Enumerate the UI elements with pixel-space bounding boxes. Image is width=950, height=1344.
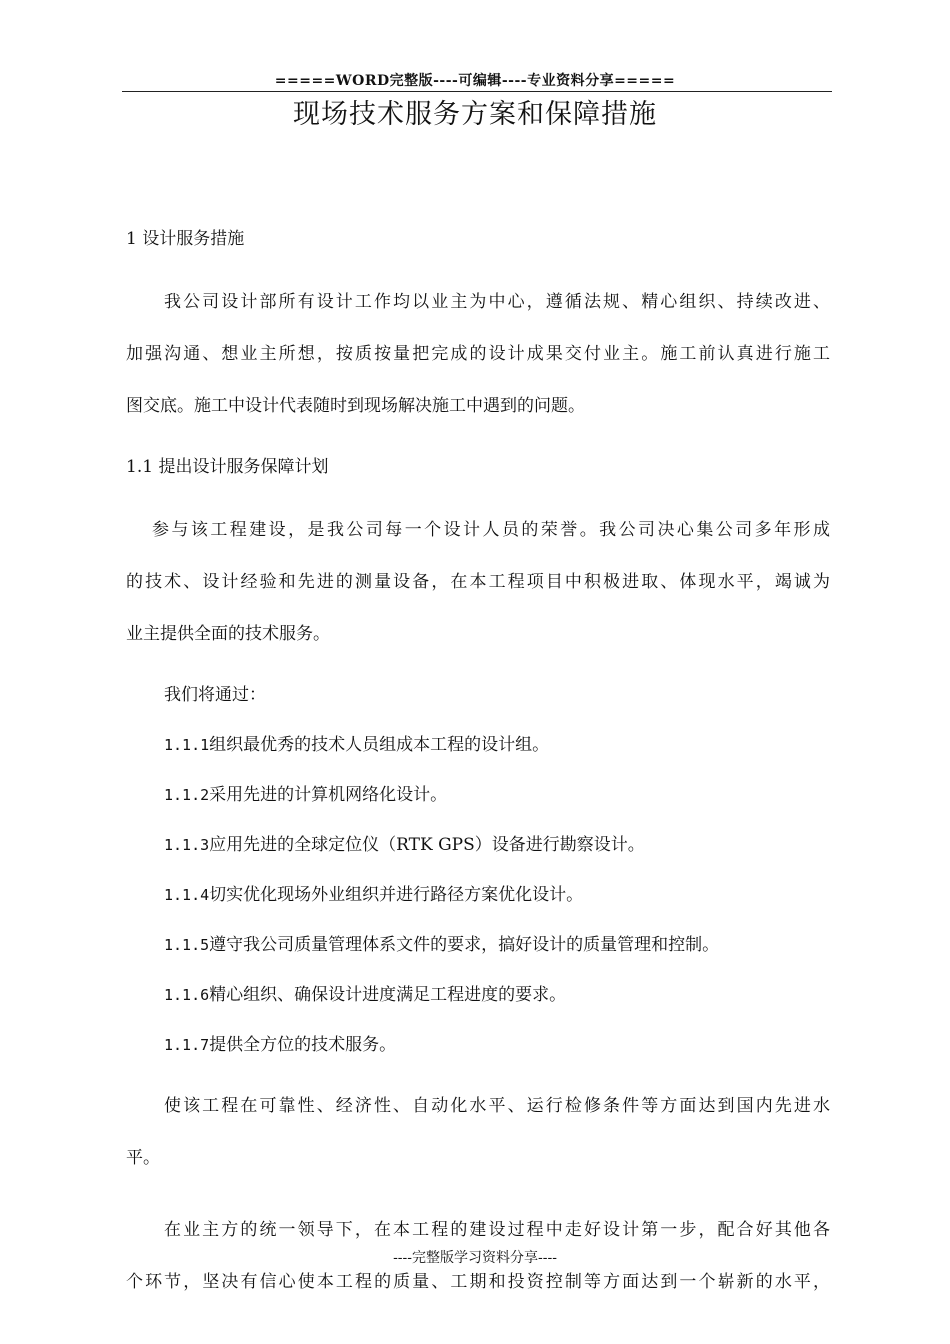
- paragraph-line: 我公司设计部所有设计工作均以业主为中心，遵循法规、精心组织、持续改进、: [164, 292, 830, 312]
- paragraph-line: 业主提供全面的技术服务。: [126, 624, 330, 644]
- list-item-number: 1.1.6: [164, 986, 210, 1004]
- list-item-number: 1.1.4: [164, 886, 210, 904]
- list-item-number: 1.1.2: [164, 786, 210, 804]
- list-item-text: 采用先进的计算机网络化设计。: [209, 785, 448, 805]
- paragraph-line: 的技术、设计经验和先进的测量设备，在本工程项目中积极进取、体现水平，竭诚为: [126, 572, 830, 592]
- paragraph-service-plan: [126, 504, 830, 660]
- list-item-number: 1.1.1: [164, 736, 210, 754]
- list-item: [126, 730, 830, 760]
- paragraph-line: 参与该工程建设，是我公司每一个设计人员的荣誉。我公司决心集公司多年形成: [152, 520, 830, 540]
- list-item-text: 遵守我公司质量管理体系文件的要求，搞好设计的质量管理和控制。: [209, 935, 720, 955]
- paragraph-line: 图交底。施工中设计代表随时到现场解决施工中遇到的问题。: [126, 396, 585, 416]
- list-item-text: 组织最优秀的技术人员组成本工程的设计组。: [209, 735, 550, 755]
- list-intro: 我们将通过：: [164, 685, 266, 705]
- list-item: [126, 880, 830, 910]
- section-heading-1: 1 设计服务措施: [126, 229, 245, 249]
- list-item-text: 精心组织、确保设计进度满足工程进度的要求。: [209, 985, 567, 1005]
- paragraph-line: 在业主方的统一领导下，在本工程的建设过程中走好设计第一步，配合好其他各: [164, 1220, 830, 1240]
- document-body: [126, 224, 830, 1328]
- list-item-number: 1.1.7: [164, 1036, 210, 1054]
- paragraph-result: [126, 1080, 830, 1184]
- list-item-number: 1.1.5: [164, 936, 210, 954]
- list-item: [126, 930, 830, 960]
- list-item-text: 应用先进的全球定位仪（RTK GPS）设备进行勘察设计。: [209, 835, 645, 855]
- paragraph-design-service: [126, 276, 830, 432]
- list-item: [126, 830, 830, 860]
- paragraph-line: 加强沟通、想业主所想，按质按量把完成的设计成果交付业主。施工前认真进行施工: [126, 344, 830, 364]
- list-item-text: 提供全方位的技术服务。: [209, 1035, 397, 1055]
- list-item: [126, 780, 830, 810]
- list-item: [126, 980, 830, 1010]
- header-banner: =====WORD完整版----可编辑----专业资料分享=====: [274, 73, 676, 89]
- document-title: 现场技术服务方案和保障措施: [293, 99, 657, 130]
- paragraph-line: 平。: [126, 1148, 160, 1168]
- paragraph-line: 个环节，坚决有信心使本工程的质量、工期和投资控制等方面达到一个崭新的水平，: [126, 1272, 830, 1292]
- list-item-number: 1.1.3: [164, 836, 210, 854]
- list-item: [126, 1030, 830, 1060]
- footer-banner: ----完整版学习资料分享----: [393, 1250, 557, 1266]
- paragraph-line: 使该工程在可靠性、经济性、自动化水平、运行检修条件等方面达到国内先进水: [164, 1096, 830, 1116]
- list-item-text: 切实优化现场外业组织并进行路径方案优化设计。: [209, 885, 584, 905]
- section-heading-1-1: 1.1 提出设计服务保障计划: [126, 457, 329, 477]
